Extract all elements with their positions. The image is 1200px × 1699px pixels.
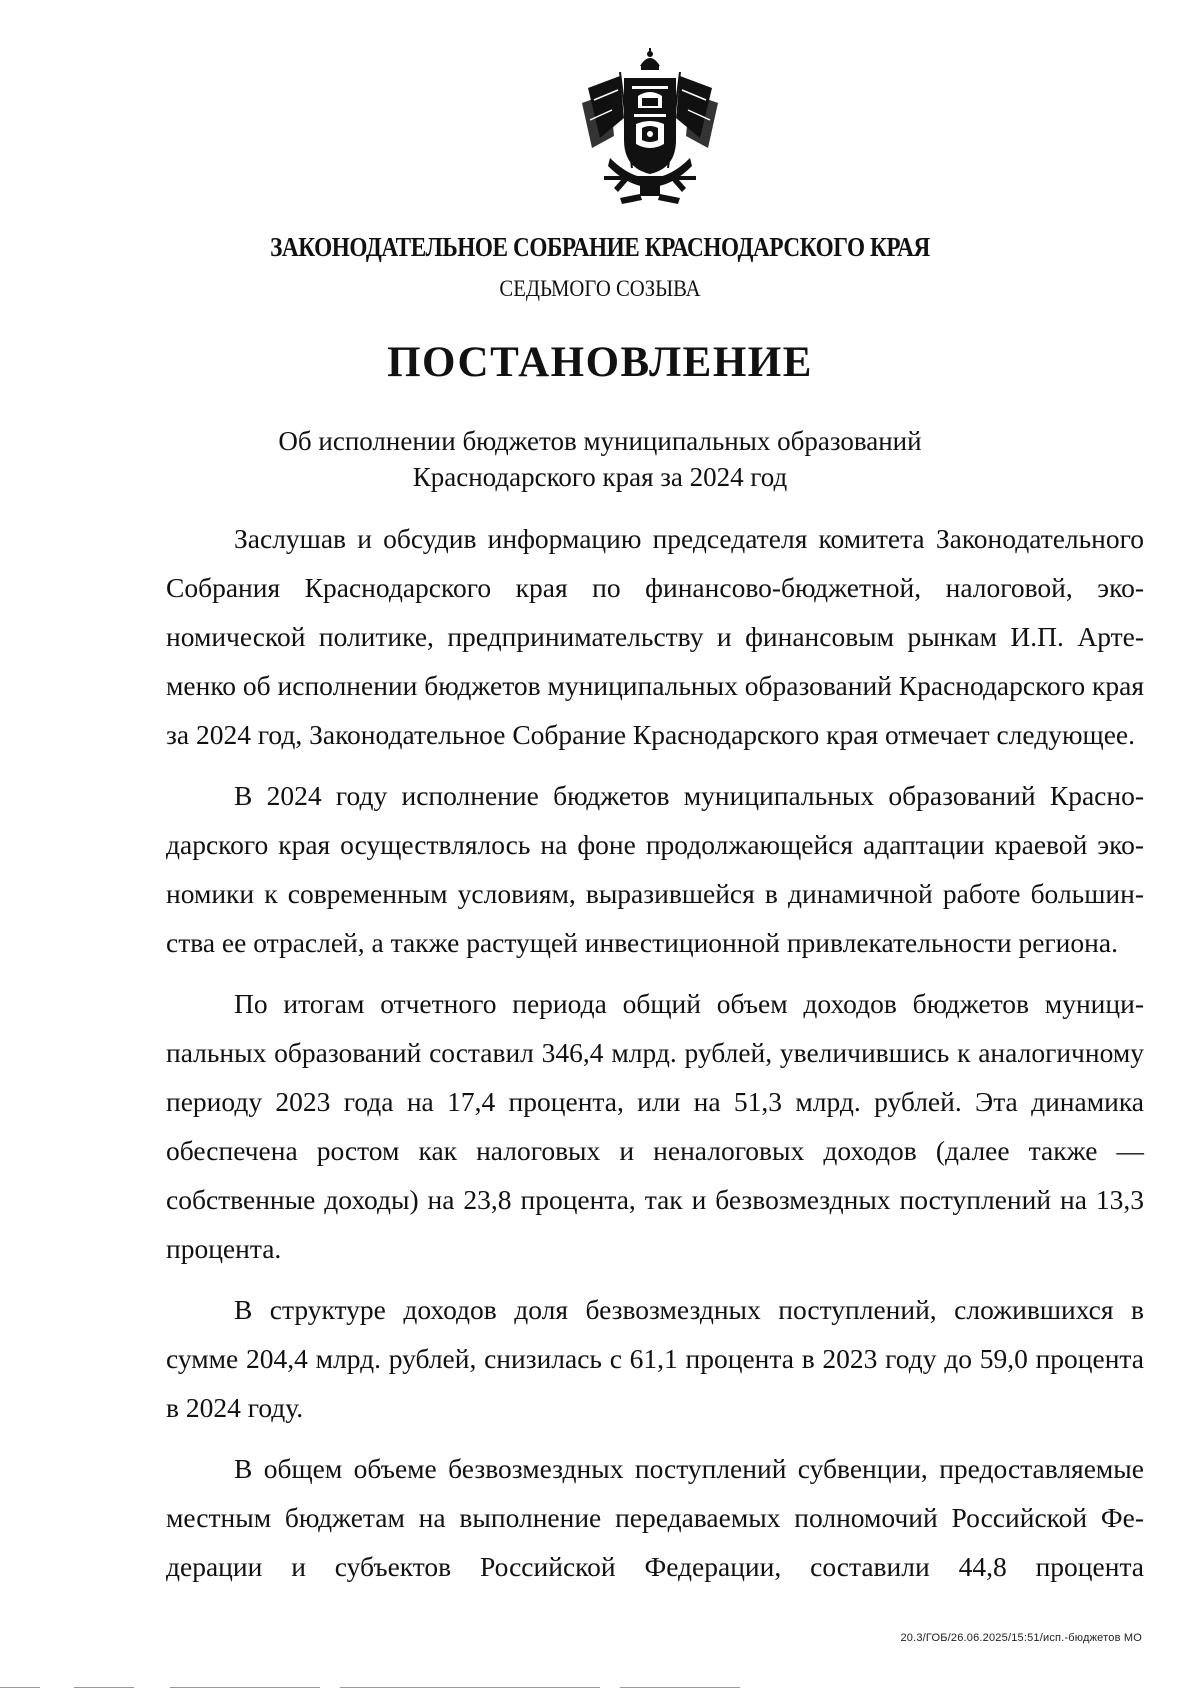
subject-line-1: Об исполнении бюджетов муниципальных образований <box>278 426 922 456</box>
document-subject <box>0 423 1200 495</box>
body-paragraph-1: Заслушав и обсудив информацию председателя комитета Законодательного Собрания Краснодарского края по финансово-бюджетной, налоговой, экономической политике, предпринимательству и финансовым рынкам И.П. Артеменко об исполнении бюджетов муниципальных образований Краснодарского края за 2024 год, Законодательное Собрание Краснодарского края отмечает следующее. <box>166 523 1144 750</box>
convocation-label: СЕДЬМОГО СОЗЫВА <box>499 276 701 301</box>
subject-line-2: Краснодарского края за 2024 год <box>412 462 788 492</box>
body-paragraph-4: В структуре доходов доля безвозмездных поступлений, сложившихся в сумме 204,4 млрд. рублей, снизилась с 61,1 процента в 2023 году до 59,0 процента в 2024 году. <box>166 1294 1144 1423</box>
body-paragraph-5: В общем объеме безвозмездных поступлений субвенции, предоставляемые местным бюджетам на выполнение передаваемых полномочий Российской Федерации и субъектов Российской Федерации, составили 44,8 процента <box>166 1453 1144 1582</box>
document-body <box>166 514 1144 1591</box>
document-registration-code: 20.3/ГОБ/26.06.2025/15:51/исп.-бюджетов МО <box>900 1632 1142 1644</box>
coat-of-arms-icon <box>580 48 720 208</box>
document-type-title: ПОСТАНОВЛЕНИЕ <box>387 339 813 386</box>
scan-edge-divider <box>0 1687 1200 1691</box>
organization-title: ЗАКОНОДАТЕЛЬНОЕ СОБРАНИЕ КРАСНОДАРСКОГО КРАЯ <box>270 232 930 262</box>
body-paragraph-3: По итогам отчетного периода общий объем доходов бюджетов муниципальных образований составил 346,4 млрд. рублей, увеличившись к аналогичному периоду 2023 года на 17,4 процента, или на 51,3 млрд. рублей. Эта динамика обеспечена ростом как налоговых и неналоговых доходов (далее также — собственные доходы) на 23,8 процента, так и безвозмездных поступлений на 13,3 процента. <box>166 988 1144 1264</box>
body-paragraph-2: В 2024 году исполнение бюджетов муниципальных образований Краснодарского края осуществлялось на фоне продолжающейся адаптации краевой экономики к современным условиям, выразившейся в динамичной работе большинства ее отраслей, а также растущей инвестиционной привлекательности региона. <box>166 780 1144 958</box>
